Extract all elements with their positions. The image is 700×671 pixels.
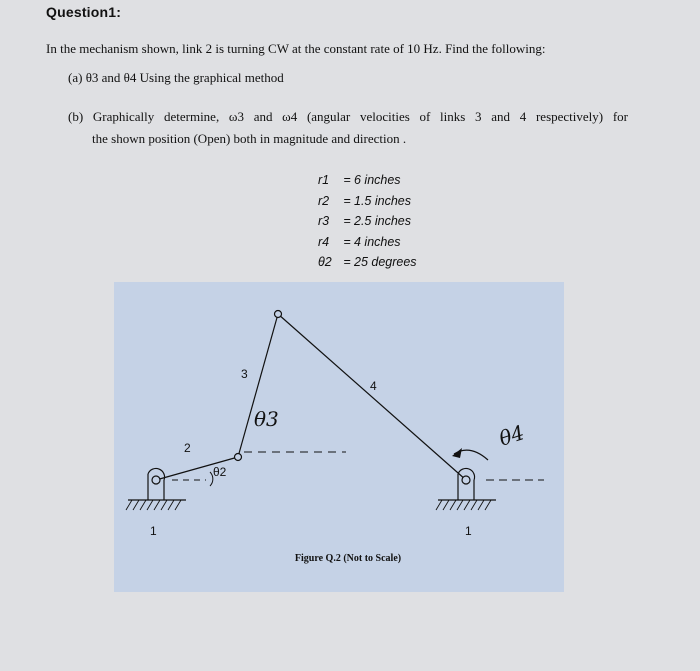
theta4-handwritten-label: θ4: [496, 420, 528, 451]
given-symbol: r1: [318, 173, 330, 187]
question-intro: In the mechanism shown, link 2 is turning CW at the constant rate of 10 Hz. Find the following:: [46, 41, 546, 56]
link-3-label: 3: [241, 367, 248, 381]
given-row-r1: r1 = 6 inches: [318, 170, 417, 191]
link-4-label: 4: [370, 379, 377, 393]
part-b-line-2: the shown position (Open) both in magnitude and direction .: [92, 131, 407, 146]
pin-b: [275, 311, 282, 318]
given-value: 25 degrees: [354, 255, 417, 269]
ground-left-label: 1: [150, 524, 157, 538]
part-b-label: (b): [68, 109, 84, 124]
ground-pivot-right: [436, 468, 496, 510]
part-a-text: θ3 and θ4 Using the graphical method: [85, 70, 284, 85]
figure-caption-text: Figure Q.2 (Not to Scale): [294, 553, 402, 564]
part-b-line-1: [68, 109, 628, 125]
given-value: 4 inches: [354, 234, 401, 249]
given-row-theta2: θ2 = 25 degrees: [318, 252, 417, 273]
pin-a: [235, 454, 242, 461]
given-symbol: r4: [318, 234, 330, 249]
given-values: [318, 170, 417, 273]
figure-caption: [0, 553, 700, 564]
given-value: 6 inches: [354, 173, 401, 187]
given-row-r4: r4 = 4 inches: [318, 232, 417, 253]
theta4-arrowhead: [452, 448, 462, 458]
pin-o4: [462, 476, 470, 484]
link-3-coupler: [238, 314, 278, 457]
given-symbol: r3: [318, 214, 330, 228]
mechanism-diagram: [114, 282, 564, 592]
ground-right-label: 1: [465, 524, 472, 538]
question-title: Question1:: [46, 4, 122, 20]
mechanism-figure: [114, 282, 564, 592]
given-row-r3: r3 = 2.5 inches: [318, 211, 417, 232]
theta3-handwritten-label: θ3: [254, 407, 279, 431]
link-2-label: 2: [184, 441, 191, 455]
link-4-rocker: [278, 314, 466, 480]
part-b-text-1: Graphically determine, ω3 and ω4 (angular velocities of links 3 and 4 respectively) for: [92, 109, 628, 124]
pin-o2: [152, 476, 160, 484]
given-row-r2: r2 = 1.5 inches: [318, 191, 417, 212]
part-a: [68, 70, 284, 86]
given-value: 2.5 inches: [354, 214, 411, 228]
given-value: 1.5 inches: [354, 193, 411, 208]
given-symbol: θ2: [318, 255, 332, 269]
theta2-label: θ2: [213, 465, 227, 479]
given-symbol: r2: [318, 193, 330, 208]
part-a-label: (a): [68, 70, 83, 85]
